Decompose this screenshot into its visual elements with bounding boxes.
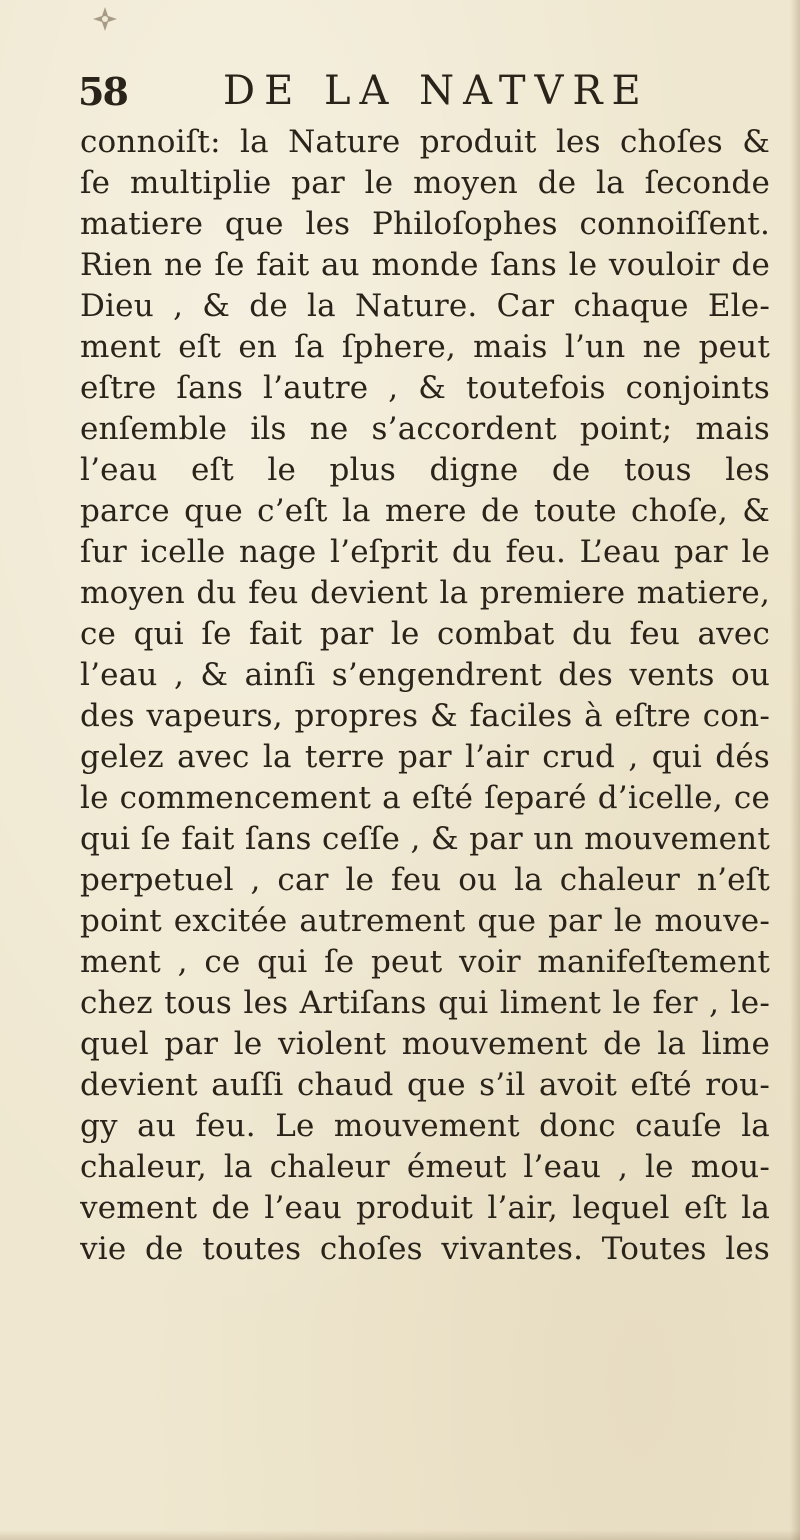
text-line: devient auſſi chaud que s’il avoit eſté rou-: [80, 1067, 770, 1103]
text-line: gy au feu. Le mouvement donc cauſe la: [80, 1108, 770, 1144]
text-line: parce que c’eſt la mere de toute choſe, &: [80, 493, 770, 529]
text-line: chez tous les Artiſans qui liment le fer , le-: [80, 985, 770, 1021]
text-line: ment eſt en ſa ſphere, mais l’un ne peut: [80, 329, 770, 365]
text-line: moyen du feu devient la premiere matiere,: [80, 575, 770, 611]
text-line: quel par le violent mouvement de la lime: [80, 1026, 770, 1062]
text-line: l’eau eſt le plus digne de tous les: [80, 452, 770, 488]
text-line: Dieu , & de la Nature. Car chaque Ele-: [80, 288, 770, 324]
text-line: vie de toutes choſes vivantes. Toutes les: [80, 1231, 770, 1267]
text-line: ment , ce qui ſe peut voir manifeſtement: [80, 944, 770, 980]
text-line: l’eau , & ainſi s’engendrent des vents ou: [80, 657, 770, 693]
text-line: le commencement a eſté ſeparé d’icelle, ce: [80, 780, 770, 816]
text-line: perpetuel , car le feu ou la chaleur n’eſt: [80, 862, 770, 898]
text-line: eſtre ſans l’autre , & toutefois conjoints: [80, 370, 770, 406]
page-number: 58: [78, 69, 127, 114]
text-line: des vapeurs, propres & faciles à eſtre con-: [80, 698, 770, 734]
running-title: DE LA NATVRE: [223, 68, 650, 114]
printer-ornament-icon: [90, 4, 120, 34]
text-line: chaleur, la chaleur émeut l’eau , le mou-: [80, 1149, 770, 1185]
text-line: ſe multiplie par le moyen de la ſeconde: [80, 165, 770, 201]
text-line: ſur icelle nage l’eſprit du feu. L’eau par le: [80, 534, 770, 570]
text-line: connoiſt: la Nature produit les choſes &: [80, 124, 770, 160]
text-line: enſemble ils ne s’accordent point; mais: [80, 411, 770, 447]
text-line: Rien ne ſe fait au monde ſans le vouloir de: [80, 247, 770, 283]
text-line: qui ſe fait ſans ceſſe , & par un mouvement: [80, 821, 770, 857]
text-line: ce qui ſe fait par le combat du feu avec: [80, 616, 770, 652]
body-text: [80, 122, 770, 1270]
text-line: gelez avec la terre par l’air crud , qui dés: [80, 739, 770, 775]
page-edge-shadow: [790, 0, 800, 1540]
text-line: matiere que les Philoſophes connoiſſent.: [80, 206, 770, 242]
page-header: [78, 68, 768, 120]
page-edge-shadow-bottom: [0, 1530, 800, 1540]
text-line: point excitée autrement que par le mouve-: [80, 903, 770, 939]
text-line: vement de l’eau produit l’air, lequel eſt la: [80, 1190, 770, 1226]
